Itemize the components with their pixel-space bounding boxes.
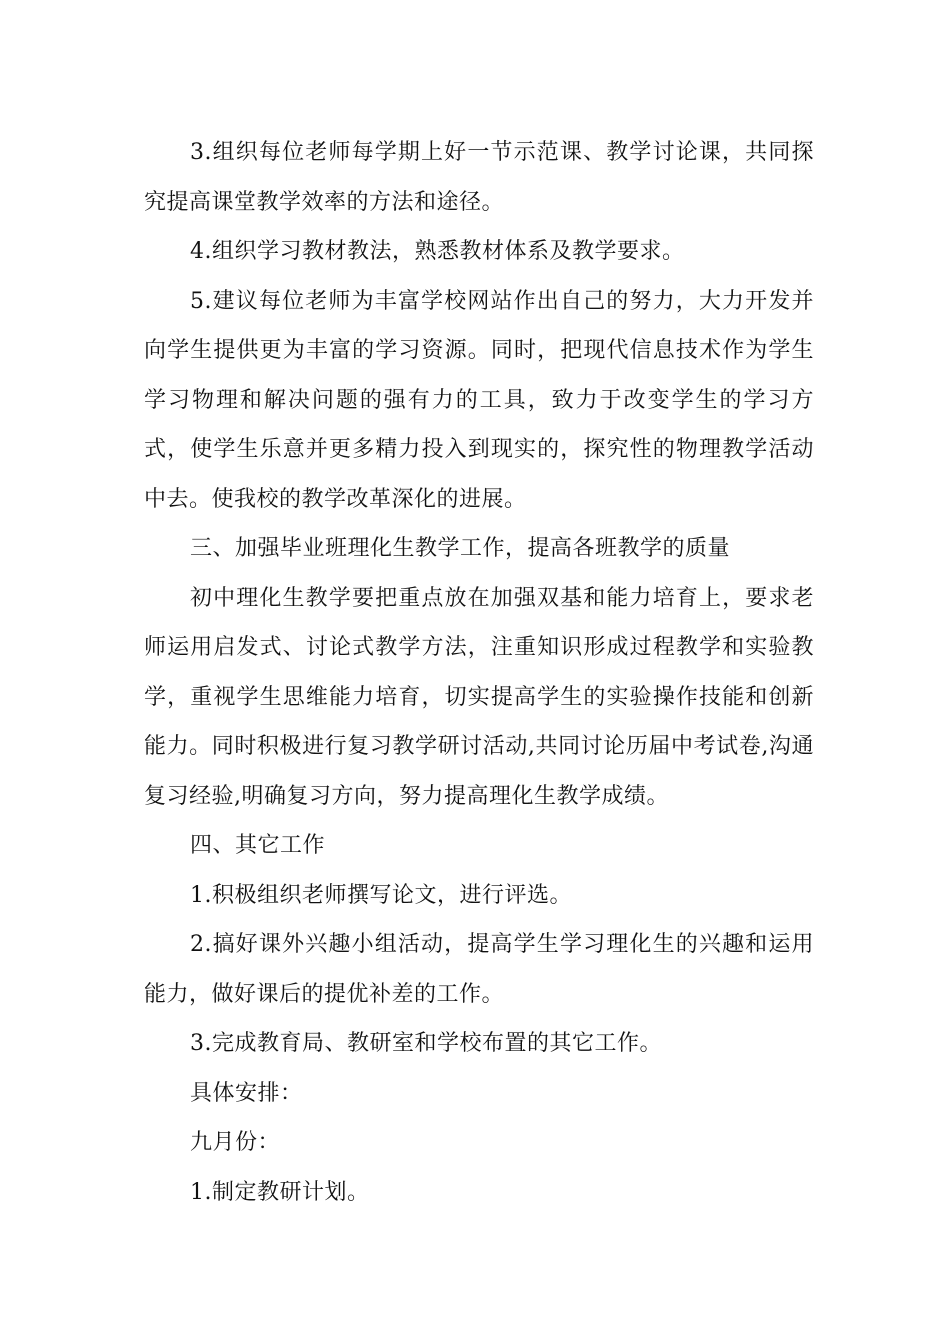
- paragraph-item-3-demo-lessons: 3.组织每位老师每学期上好一节示范课、教学讨论课，共同探究提高课堂教学效率的方法和途径。: [144, 140, 814, 215]
- paragraph-september-heading: 九月份：: [190, 1130, 281, 1155]
- paragraph-item-4-textbook-study: 4.组织学习教材教法，熟悉教材体系及教学要求。: [190, 239, 685, 264]
- paragraph-schedule-heading: 具体安排：: [190, 1080, 303, 1106]
- section-heading-four: 四、其它工作: [190, 833, 326, 858]
- section-heading-three: 三、加强毕业班理化生教学工作，提高各班教学的质量: [190, 536, 731, 561]
- paragraph-september-item-1: 1.制定教研计划。: [190, 1179, 370, 1205]
- paragraph-junior-science-teaching: 初中理化生教学要把重点放在加强双基和能力培育上，要求老师运用启发式、讨论式教学方法，注重知识形成过程教学和实验教学，重视学生思维能力培育，切实提高学生的实验操作技能和创新能力。同时积极进行复习教学研讨活动,共同讨论历届中考试卷,沟通复习经验,明确复习方向，努力提高理化生教学成绩。: [144, 585, 814, 809]
- document-body: [144, 128, 814, 1217]
- paragraph-item-3-other-work: 3.完成教育局、教研室和学校布置的其它工作。: [190, 1031, 662, 1056]
- paragraph-item-1-papers: 1.积极组织老师撰写论文，进行评选。: [190, 882, 572, 908]
- paragraph-item-2-interest-groups: 2.搞好课外兴趣小组活动，提高学生学习理化生的兴趣和运用能力，做好课后的提优补差的工作。: [144, 932, 814, 1007]
- paragraph-item-5-school-website: 5.建议每位老师为丰富学校网站作出自己的努力，大力开发并向学生提供更为丰富的学习资源。同时，把现代信息技术作为学生学习物理和解决问题的强有力的工具，致力于改变学生的学习方式，使学生乐意并更多精力投入到现实的，探究性的物理教学活动中去。使我校的教学改革深化的进展。: [144, 288, 814, 512]
